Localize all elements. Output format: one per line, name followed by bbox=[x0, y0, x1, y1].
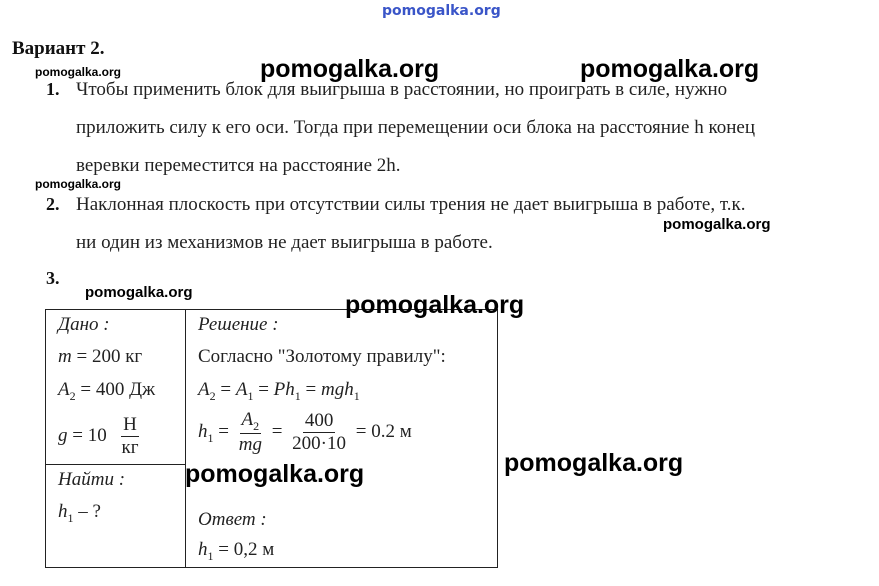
item-1-line-2: приложить силу к его оси. Тогда при перемещении оси блока на расстояние h конец bbox=[76, 117, 756, 138]
watermark: pomogalka.org bbox=[345, 291, 525, 319]
watermark: pomogalka.org bbox=[185, 460, 365, 488]
find-label: Найти : bbox=[58, 469, 126, 490]
task-table bbox=[45, 309, 498, 568]
watermark: pomogalka.org bbox=[35, 65, 122, 79]
solution-rule: Согласно "Золотому правилу": bbox=[198, 346, 446, 367]
given-label: Дано : bbox=[58, 314, 110, 335]
answer-label: Ответ : bbox=[198, 509, 267, 530]
watermark: pomogalka.org bbox=[580, 55, 760, 83]
variant-heading: Вариант 2. bbox=[12, 38, 105, 59]
solution-cell bbox=[186, 310, 498, 568]
watermark: pomogalka.org bbox=[85, 284, 193, 301]
watermark: pomogalka.org bbox=[504, 449, 684, 477]
item-number: 2. bbox=[46, 194, 60, 214]
answer-value: $h_1 = 0,2$ м bbox=[198, 539, 275, 563]
watermark: pomogalka.org bbox=[663, 216, 771, 233]
given-mass: m = 200 кг bbox=[58, 346, 143, 367]
item-2-line-1: Наклонная плоскость при отсутствии силы трения не дает выигрыша в работе, т.к. bbox=[76, 194, 746, 215]
given-cell bbox=[46, 310, 186, 465]
find-value: $h_1$ – ? bbox=[58, 501, 101, 525]
item-1-line-3: веревки переместится на расстояние 2h. bbox=[76, 155, 401, 176]
watermark: pomogalka.org bbox=[260, 55, 440, 83]
item-number: 1. bbox=[46, 79, 60, 99]
given-work: $A_2 = 400$ Дж bbox=[58, 379, 156, 403]
find-cell bbox=[46, 465, 186, 568]
solution-equation-1: $A_2 = A_1 = Ph_1 = mgh_1$ bbox=[198, 379, 360, 403]
item-1-line-1: Чтобы применить блок для выигрыша в расстоянии, но проиграть в силе, нужно bbox=[76, 79, 728, 100]
solution-equation-2: $h_1$ = $\frac{A_2}{mg}$ = $\frac{400}{200\cdot 10}$ = 0.2 м bbox=[198, 409, 412, 456]
watermark-top: pomogalka.org bbox=[382, 3, 501, 19]
item-2-line-2: ни один из механизмов не дает выигрыша в работе. bbox=[76, 232, 493, 253]
watermark: pomogalka.org bbox=[35, 177, 122, 191]
item-number: 3. bbox=[46, 268, 60, 288]
given-gravity: g = 10 $\frac{Н}{кг}$ bbox=[58, 414, 139, 458]
solution-label: Решение : bbox=[198, 314, 279, 335]
